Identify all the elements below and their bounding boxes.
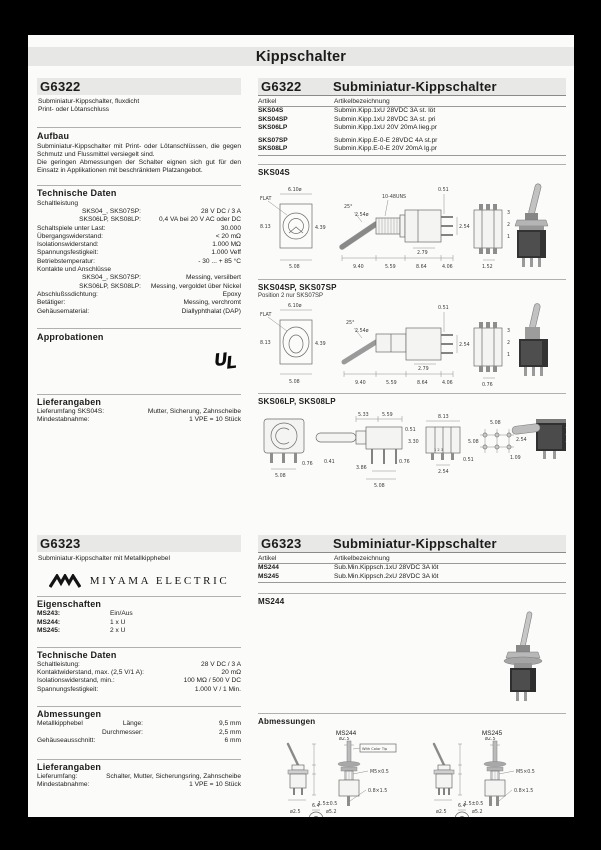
spec-row: Mindestabnahme: 1 VPE = 10 Stück xyxy=(37,416,241,424)
dim-label: ø2.5 xyxy=(290,810,301,816)
g6322-article-column xyxy=(258,78,566,493)
sks04s-section xyxy=(258,164,566,274)
dim-label: 5.08 xyxy=(289,379,300,385)
abmess-heading: Abmessungen xyxy=(37,709,102,719)
tech-heading: Technische Daten xyxy=(37,649,117,660)
abmess-heading: Abmessungen xyxy=(258,717,316,727)
spec-row: Isolationswiderstand: 1.000 MΩ xyxy=(37,241,241,249)
dim-label: 0.41 xyxy=(324,459,335,465)
aufbau-paragraph: Die geringen Abmessungen der Schalter eignen sich gut für den Einsatz in Applikationen mit beschränktem Platzangebot. xyxy=(37,159,241,175)
dim-label: 2.54ø xyxy=(355,328,369,334)
eigen-heading: Eigenschaften xyxy=(37,599,102,609)
dim-label: 5.08 xyxy=(275,473,286,479)
dimension-row: Gehäuseausschnitt: 6 mm xyxy=(37,737,241,745)
g6323-abmessungen-section xyxy=(258,713,566,817)
dim-label: 5.08 xyxy=(289,264,300,270)
dim-label: 1.52 xyxy=(482,264,493,270)
dim-label: ø2.5 xyxy=(339,737,350,743)
table-row: SKS04SP Submin.Kipp.1xU 28VDC 3A st. pri xyxy=(258,115,436,123)
g6323-article-table xyxy=(258,554,566,583)
dim-label: 4.06 xyxy=(442,380,453,386)
lieferangaben-section xyxy=(37,394,241,425)
table-row: SKS04S Submin.Kipp.1xU 28VDC 3A st. löt xyxy=(258,107,436,114)
section-title: Subminiatur-Kippschalter xyxy=(333,536,497,551)
dim-label: 1 xyxy=(507,352,511,358)
spec-row: Kontakte und Anschlüsse xyxy=(37,266,112,274)
front-view xyxy=(260,303,326,385)
g6322-article-table xyxy=(258,97,566,156)
dim-label: 0.51 xyxy=(463,457,474,463)
dim-label: 25° xyxy=(344,204,353,210)
dim-label: 4.39 xyxy=(315,225,326,231)
sks04s-heading: SKS04S xyxy=(258,167,290,177)
section-id: G6323 xyxy=(40,536,81,551)
brand-row xyxy=(37,574,241,588)
dim-label: 8.13 xyxy=(260,340,271,346)
dim-label: 9.40 xyxy=(355,380,366,386)
dim-label: 4.39 xyxy=(315,341,326,347)
property-row: MS244: 1 x U xyxy=(37,618,126,626)
table-row: MS245 Sub.Min.Kippsch.2xU 28VDC 3A löt xyxy=(258,572,439,580)
dim-label: 3.30 xyxy=(408,439,419,445)
tilted-view xyxy=(434,744,462,800)
dim-label: 5.33 xyxy=(358,412,369,418)
ms245-drawing-label: MS245 xyxy=(481,730,503,738)
ms244-photo-block xyxy=(258,607,566,707)
dim-label: 2 xyxy=(507,340,511,346)
dimension-row: Metallkipphebel Länge: 9,5 mm xyxy=(37,720,241,728)
dim-label: 0.76 xyxy=(482,382,493,388)
miyama-logo-icon xyxy=(49,574,81,588)
property-row: MS243: Ein/Aus xyxy=(37,610,133,618)
dim-label: 25° xyxy=(346,320,355,326)
dim-label: 6.4 xyxy=(458,804,466,810)
dim-label: 3 xyxy=(507,328,511,334)
sks04sp-heading: SKS04SP, SKS07SP xyxy=(258,282,337,292)
tech-heading: Technische Daten xyxy=(37,188,117,199)
g6322-description-column xyxy=(37,78,241,425)
table-header-row: Artikel Artikelbezeichnung xyxy=(258,554,566,564)
g6323-left-header xyxy=(37,535,241,552)
g6323-description-column xyxy=(37,535,241,789)
table-header-row: Artikel Artikelbezeichnung xyxy=(258,97,566,107)
spec-row: Lieferumfang SKS04S: Mutter, Sicherung, Zahnscheibe xyxy=(37,408,241,416)
dim-label: 0.8×1.5 xyxy=(368,789,388,795)
g6323-tech-section xyxy=(37,647,241,694)
side-view xyxy=(316,412,419,489)
sks04sp-technical-drawing xyxy=(258,300,566,388)
ms-drawings-row xyxy=(258,727,566,817)
approbationen-section xyxy=(37,328,241,380)
dim-label: 4.06 xyxy=(442,264,453,270)
dim-label: 2 xyxy=(507,222,511,228)
sks04sp-product-photo xyxy=(519,303,548,376)
spec-row: Gehäusematerial: Diallyphthalat (DAP) xyxy=(37,307,241,315)
dim-label: 5.59 xyxy=(386,380,397,386)
section-title: Subminiatur-Kippschalter xyxy=(333,79,497,94)
spec-row: Lieferumfang: Schalter, Mutter, Sicherungsring, Zahnscheibe xyxy=(37,772,241,780)
sks06lp-heading: SKS06LP, SKS08LP xyxy=(258,396,336,406)
dim-label: 8.64 xyxy=(416,264,427,270)
table-row: SKS08LP Submin.Kipp.E-0-E 20V 20mA lg.pr xyxy=(258,145,437,153)
spec-row: SKS06LP, SKS08LP: 0,4 VA bei 20 V AC oder DC xyxy=(79,216,241,224)
dim-label: 2.54ø xyxy=(355,212,369,218)
dim-label: 8.13 xyxy=(260,224,271,230)
section-id: G6323 xyxy=(261,536,302,551)
dim-label: 1 2 3 xyxy=(434,447,444,452)
sks06lp-section xyxy=(258,393,566,493)
dim-label: FLAT xyxy=(260,196,272,202)
dim-label: 2.54 xyxy=(459,342,470,348)
dim-label: 6.10ø xyxy=(288,303,302,309)
sks04sp-note: Position 2 nur SKS07SP xyxy=(258,292,324,299)
dim-label: 5.08 xyxy=(468,439,479,445)
front-view xyxy=(318,737,396,807)
back-view xyxy=(426,414,474,475)
ms245-drawing-group xyxy=(422,727,562,817)
spec-row: Abschlußssdichtung: Epoxy xyxy=(37,290,241,298)
front-view xyxy=(264,419,313,479)
table-row: SKS06LP Submin.Kipp.1xU 20V 20mA lieg.pr xyxy=(258,124,437,132)
dim-label: 2.79 xyxy=(418,366,429,372)
front-view xyxy=(464,737,535,807)
sks06lp-technical-drawing xyxy=(258,407,566,493)
spec-row: Betätiger: Messing, verchromt xyxy=(37,299,241,307)
sks04s-product-photo xyxy=(515,183,548,267)
g6323-article-column xyxy=(258,535,566,817)
g6322-subtitle: Subminiatur-Kippschalter, fluxdicht Print- oder Lötanschluss xyxy=(38,98,140,113)
dim-label: 1.5±0.5 xyxy=(464,802,484,808)
dim-label: ø5.2 xyxy=(326,810,337,816)
spec-row: Spannungsfestigkeit: 1.000 Veff xyxy=(37,249,241,257)
side-view xyxy=(342,187,470,270)
spec-row: Isolationswiderstand, min.: 100 MΩ / 500 V DC xyxy=(37,677,241,685)
dim-label: 8.13 xyxy=(438,414,449,420)
section-id: G6322 xyxy=(261,79,302,94)
page-title: Kippschalter xyxy=(255,48,347,65)
pin-view xyxy=(474,204,510,270)
dim-label: ø2.5 xyxy=(485,737,496,743)
dim-label: 1 xyxy=(507,234,511,240)
spec-row: SKS04_, SKS07SP: 28 V DC / 3 A xyxy=(81,207,241,215)
ms244-technical-drawing xyxy=(276,737,416,817)
table-row: SKS07SP Submin.Kipp.E-0-E 28VDC 4A st.pr xyxy=(258,136,438,144)
table-row: MS244 Sub.Min.Kippsch.1xU 28VDC 3A löt xyxy=(258,564,439,571)
eigenschaften-section xyxy=(37,596,241,636)
dim-label: M5×0.5 xyxy=(370,770,389,776)
technische-daten-section xyxy=(37,185,241,315)
dim-label: 2.54 xyxy=(438,469,449,475)
catalog-page xyxy=(28,35,574,817)
spec-row: Schaltleistung: 28 V DC / 3 A xyxy=(37,660,241,668)
page-title-band xyxy=(28,47,574,66)
spec-row: Übergangswiderstand: < 20 mΩ xyxy=(37,232,241,240)
g6323-abmessungen-section xyxy=(37,706,241,746)
dimension-row: Durchmesser: 2,5 mm xyxy=(101,728,241,736)
brand-name: MIYAMA ELECTRIC xyxy=(89,575,230,587)
dim-label: 2.54 xyxy=(459,224,470,230)
dim-label: 0.76 xyxy=(302,461,313,467)
dim-label: ø2.5 xyxy=(436,810,447,816)
dim-label: 0.76 xyxy=(399,459,410,465)
dim-label: 6.10ø xyxy=(288,187,302,193)
g6323-right-header xyxy=(258,535,566,553)
dim-label: 0.51 xyxy=(438,187,449,193)
spec-row: Schaltleistung xyxy=(37,199,79,207)
dim-label: FLAT xyxy=(260,312,272,318)
dim-label: 5.08 xyxy=(374,483,385,489)
ul-logo-wrap xyxy=(37,344,241,380)
front-view xyxy=(260,187,326,270)
ms244-section xyxy=(258,593,566,707)
dim-label: 0.51 xyxy=(405,427,416,433)
spec-row: Betriebstemperatur: - 30 ... + 85 °C xyxy=(37,257,241,265)
aufbau-section xyxy=(37,127,241,175)
spec-row: SKS04_, SKS07SP: Messing, versilbert xyxy=(81,274,241,282)
ms244-drawing-group xyxy=(276,727,416,817)
ms245-technical-drawing xyxy=(422,737,562,817)
dim-label: 10-48UNS xyxy=(382,194,407,200)
dim-label: ø5.2 xyxy=(472,810,483,816)
spec-row: Spannungsfestigkeit: 1.000 V / 1 Min. xyxy=(37,685,241,693)
spec-row: SKS06LP, SKS08LP: Messing, vergoldet über Nickel xyxy=(79,282,241,290)
side-view xyxy=(344,305,470,386)
aufbau-heading: Aufbau xyxy=(37,131,70,141)
property-row: MS245: 2 x U xyxy=(37,627,126,635)
sks04sp-section xyxy=(258,279,566,388)
dim-label: 5.08 xyxy=(490,420,501,426)
dim-label: 6.4 xyxy=(312,804,320,810)
dim-label: 0.8×1.5 xyxy=(514,789,534,795)
liefer-heading: Lieferangaben xyxy=(37,396,102,407)
ul-certification-icon: UL xyxy=(213,349,237,374)
spec-row: Mindestabnahme: 1 VPE = 10 Stück xyxy=(37,781,241,789)
spec-row: Kontaktwiderstand, max. (2,5 V/1 A): 20 mΩ xyxy=(37,669,241,677)
dim-label: 3.86 xyxy=(356,465,367,471)
ms244-heading: MS244 xyxy=(258,597,285,607)
approbationen-heading: Approbationen xyxy=(37,331,104,342)
liefer-heading: Lieferangaben xyxy=(37,761,102,772)
dim-label: With Color Tip xyxy=(362,747,388,752)
ms244-product-photo xyxy=(490,609,560,705)
g6322-left-header xyxy=(37,78,241,95)
g6323-liefer-section xyxy=(37,759,241,790)
pin-view xyxy=(474,322,510,388)
dim-label: 3 xyxy=(507,210,511,216)
tilted-view xyxy=(288,744,316,800)
dim-label: 1.09 xyxy=(510,455,521,461)
dim-label: 2.54 xyxy=(516,437,527,443)
dim-label: 9.40 xyxy=(353,264,364,270)
section-id: G6322 xyxy=(40,79,81,94)
spec-row: Schaltspiele unter Last: 30.000 xyxy=(37,224,241,232)
dim-label: 1.5±0.5 xyxy=(318,802,338,808)
aufbau-paragraph: Subminiatur-Kippschalter mit Print- oder Lötanschlüssen, die gegen Schmutz und Flussmittel versiegelt sind. xyxy=(37,143,241,159)
dim-label: 8.64 xyxy=(417,380,428,386)
ms244-drawing-label: MS244 xyxy=(335,730,357,738)
dim-label: 0.51 xyxy=(438,305,449,311)
sks04s-technical-drawing xyxy=(258,178,566,274)
g6323-subtitle: Subminiatur-Kippschalter mit Metallkipphebel xyxy=(38,555,170,562)
dim-label: 5.59 xyxy=(385,264,396,270)
dim-label: M5×0.5 xyxy=(516,770,535,776)
g6322-right-header xyxy=(258,78,566,96)
dim-label: 2.79 xyxy=(417,250,428,256)
dim-label: 5.59 xyxy=(382,412,393,418)
